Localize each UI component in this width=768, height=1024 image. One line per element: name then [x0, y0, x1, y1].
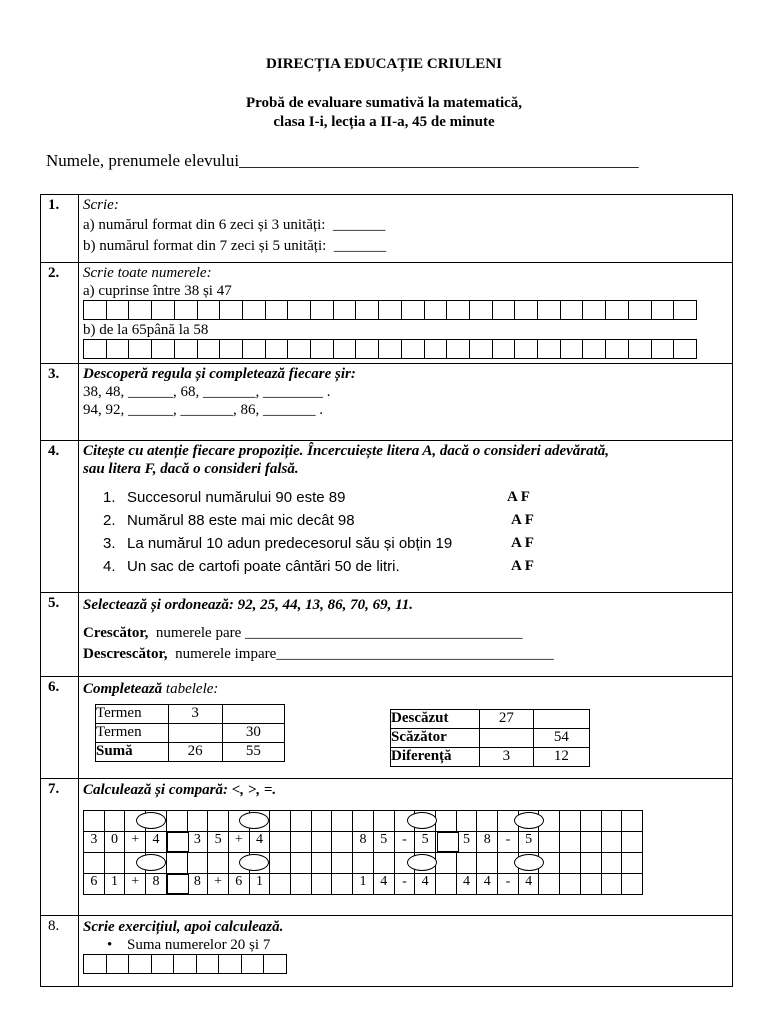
grid-cell[interactable]: [311, 301, 334, 320]
grid-cell[interactable]: [174, 955, 197, 974]
exercise-row-1: [41, 195, 733, 263]
bullet: •: [107, 937, 113, 953]
grid-cell[interactable]: [401, 340, 424, 359]
exercise-body: [79, 263, 733, 364]
statement-item: [83, 555, 732, 578]
grid-cell[interactable]: [106, 340, 129, 359]
grid-row: [84, 301, 697, 320]
grid-cell[interactable]: 3: [84, 832, 105, 853]
table-row: [391, 729, 590, 748]
grid-cell[interactable]: 5: [518, 832, 539, 853]
answer-grid[interactable]: [83, 339, 697, 359]
exercise-body: [79, 916, 733, 987]
exercise-row-5: [41, 593, 733, 677]
grid-cell[interactable]: [84, 301, 107, 320]
grid-cell[interactable]: [265, 340, 288, 359]
grid-cell[interactable]: [447, 340, 470, 359]
table-cell[interactable]: 3: [168, 705, 222, 724]
grid-cell[interactable]: [291, 853, 312, 874]
table-cell[interactable]: 27: [479, 710, 533, 729]
exercise-line: [83, 936, 732, 954]
grid-cell[interactable]: [332, 811, 353, 832]
grid-cell[interactable]: [469, 340, 492, 359]
grid-cell[interactable]: [129, 340, 152, 359]
grid-cell[interactable]: [333, 301, 356, 320]
statement-text: Numărul 88 este mai mic decât 98: [127, 512, 355, 529]
grid-cell[interactable]: [628, 340, 651, 359]
grid-cell[interactable]: 4: [518, 874, 539, 895]
exercise-number: 3.: [41, 364, 79, 441]
grid-cell[interactable]: 8: [146, 874, 167, 895]
grid-cell[interactable]: [353, 853, 374, 874]
grid-cell[interactable]: [674, 340, 697, 359]
statement-item: [83, 509, 732, 532]
table-cell[interactable]: 3: [479, 748, 533, 767]
grid-cell[interactable]: [84, 955, 107, 974]
grid-cell[interactable]: 8: [187, 874, 208, 895]
exercise-table: [40, 194, 733, 987]
grid-cell[interactable]: [622, 853, 643, 874]
grid-cell[interactable]: [456, 853, 477, 874]
grid-cell[interactable]: [187, 853, 208, 874]
grid-cell[interactable]: [435, 811, 456, 832]
grid-row: [84, 853, 643, 874]
true-false-choice[interactable]: A F: [507, 489, 530, 505]
grid-cell[interactable]: [539, 874, 560, 895]
grid-cell[interactable]: [174, 340, 197, 359]
grid-cell[interactable]: [152, 301, 175, 320]
table-cell[interactable]: 55: [222, 743, 284, 762]
desc-label: Descrescător,: [83, 646, 168, 662]
grid-cell[interactable]: 5: [415, 832, 436, 853]
grid-cell[interactable]: [651, 340, 674, 359]
table-cell[interactable]: [222, 705, 284, 724]
grid-cell[interactable]: [332, 832, 353, 853]
table-row: [391, 748, 590, 767]
grid-cell[interactable]: [219, 955, 242, 974]
grid-cell[interactable]: [601, 874, 622, 895]
test-title-line1: Probă de evaluare sumativă la matematică,: [245, 95, 523, 111]
grid-cell[interactable]: -: [394, 832, 415, 853]
grid-cell[interactable]: [288, 340, 311, 359]
grid-cell[interactable]: [560, 811, 581, 832]
grid-cell[interactable]: [208, 853, 229, 874]
grid-cell[interactable]: [196, 955, 219, 974]
grid-cell[interactable]: [601, 853, 622, 874]
grid-cell[interactable]: [456, 811, 477, 832]
row-label: Termen: [96, 724, 169, 743]
grid-cell[interactable]: [104, 811, 125, 832]
grid-cell[interactable]: [129, 301, 152, 320]
exercise-row-6: [41, 677, 733, 779]
exercise-number: 8.: [41, 916, 79, 987]
answer-grid[interactable]: [83, 300, 697, 320]
grid-cell[interactable]: [622, 811, 643, 832]
comparison-oval[interactable]: [136, 854, 166, 871]
grid-cell[interactable]: 1: [249, 874, 270, 895]
table-cell[interactable]: 54: [533, 729, 589, 748]
statement-text: Un sac de cartofi poate cântări 50 de litri.: [127, 558, 400, 575]
statement-number: 4.: [103, 558, 116, 575]
exercise-line: [83, 624, 732, 642]
true-false-choice[interactable]: A F: [511, 558, 534, 574]
grid-cell[interactable]: [270, 874, 291, 895]
exercise-line: [83, 645, 732, 663]
grid-cell[interactable]: 8: [477, 832, 498, 853]
table-cell[interactable]: [168, 724, 222, 743]
grid-cell[interactable]: -: [498, 874, 519, 895]
grid-cell[interactable]: [583, 301, 606, 320]
grid-cell[interactable]: [270, 811, 291, 832]
grid-cell[interactable]: [353, 811, 374, 832]
statement-list: [83, 486, 732, 578]
grid-cell[interactable]: [187, 811, 208, 832]
grid-cell[interactable]: [332, 874, 353, 895]
grid-cell[interactable]: [311, 832, 332, 853]
grid-cell[interactable]: [560, 301, 583, 320]
grid-cell[interactable]: [601, 832, 622, 853]
grid-cell[interactable]: [84, 853, 105, 874]
grid-cell[interactable]: [424, 340, 447, 359]
grid-cell[interactable]: [220, 340, 243, 359]
grid-cell[interactable]: [622, 832, 643, 853]
grid-row: [84, 340, 697, 359]
grid-cell[interactable]: [106, 301, 129, 320]
grid-cell[interactable]: [311, 811, 332, 832]
grid-cell[interactable]: [435, 874, 456, 895]
asc-label: Crescător,: [83, 625, 149, 641]
desc-text: numerele impare_____________________________________: [167, 646, 554, 662]
statement-text: La numărul 10 adun predecesorul său și obțin 19: [127, 535, 453, 552]
exercise-body: [79, 364, 733, 441]
grid-cell[interactable]: 5: [373, 832, 394, 853]
true-false-choice[interactable]: A F: [511, 512, 534, 528]
exercise-title: Calculează și compară: <, >, =.: [83, 782, 277, 798]
grid-cell[interactable]: [401, 301, 424, 320]
grid-cell[interactable]: [469, 301, 492, 320]
exercise-number: 4.: [41, 441, 79, 593]
grid-cell[interactable]: [311, 853, 332, 874]
comparison-oval[interactable]: [239, 854, 269, 871]
grid-cell[interactable]: [379, 340, 402, 359]
grid-cell[interactable]: +: [125, 874, 146, 895]
grid-cell[interactable]: 5: [456, 832, 477, 853]
grid-cell[interactable]: [356, 340, 379, 359]
grid-cell[interactable]: [560, 832, 581, 853]
grid-cell[interactable]: 3: [187, 832, 208, 853]
grid-cell[interactable]: [447, 301, 470, 320]
row-label: Diferență: [391, 748, 480, 767]
exercise-body: [79, 195, 733, 263]
sum-table: [95, 704, 285, 762]
answer-grid[interactable]: [83, 954, 287, 974]
grid-cell[interactable]: +: [125, 832, 146, 853]
exercise-body: [79, 779, 733, 916]
grid-row: [84, 811, 643, 832]
exercise-line: 94, 92, ______, _______, 86, _______ .: [83, 402, 323, 418]
exercise-number: 1.: [41, 195, 79, 263]
grid-cell[interactable]: [538, 340, 561, 359]
statement-number: 3.: [103, 535, 116, 552]
exercise-number: 6.: [41, 677, 79, 779]
grid-cell[interactable]: [477, 811, 498, 832]
student-name-line: Numele, prenumele elevului_______________________________________________: [46, 151, 639, 170]
grid-cell[interactable]: [241, 955, 264, 974]
grid-cell[interactable]: [197, 340, 220, 359]
grid-cell[interactable]: [492, 340, 515, 359]
grid-cell[interactable]: [492, 301, 515, 320]
exercise-body: [79, 441, 733, 593]
bullet-text: Suma numerelor 20 și 7: [127, 937, 271, 953]
grid-row: [84, 955, 287, 974]
true-false-choice[interactable]: A F: [511, 535, 534, 551]
grid-cell[interactable]: [291, 811, 312, 832]
grid-cell[interactable]: +: [228, 832, 249, 853]
exercise-body: [79, 677, 733, 779]
grid-cell[interactable]: 4: [249, 832, 270, 853]
exercise-title: Scrie exercițiul, apoi calculează.: [83, 919, 284, 935]
grid-cell[interactable]: [606, 301, 629, 320]
statement-text: Succesorul numărului 90 este 89: [127, 489, 346, 506]
grid-cell[interactable]: [628, 301, 651, 320]
grid-cell[interactable]: [560, 340, 583, 359]
title-rest: tabelele:: [162, 681, 219, 697]
comparison-box[interactable]: [167, 874, 189, 894]
grid-cell[interactable]: 5: [208, 832, 229, 853]
grid-cell[interactable]: [601, 811, 622, 832]
exercise-title: Scrie toate numerele:: [83, 265, 212, 281]
exercise-line: b) numărul format din 7 zeci și 5 unități: _______: [83, 238, 387, 254]
comparison-box[interactable]: [437, 832, 459, 852]
statement-item: [83, 486, 732, 509]
grid-cell[interactable]: [606, 340, 629, 359]
grid-cell[interactable]: [580, 874, 601, 895]
row-label: Sumă: [96, 743, 169, 762]
grid-cell[interactable]: 4: [456, 874, 477, 895]
exercise-title: Scrie:: [83, 197, 119, 213]
comparison-oval[interactable]: [136, 812, 166, 829]
exercise-row-3: [41, 364, 733, 441]
exercise-number: 7.: [41, 779, 79, 916]
grid-cell[interactable]: [515, 340, 538, 359]
difference-table: [390, 709, 590, 767]
exercise-line: b) de la 65până la 58: [83, 322, 209, 338]
grid-cell[interactable]: [129, 955, 152, 974]
grid-cell[interactable]: 4: [415, 874, 436, 895]
exercise-number: 5.: [41, 593, 79, 677]
grid-cell[interactable]: [356, 301, 379, 320]
grid-cell[interactable]: [539, 832, 560, 853]
grid-cell[interactable]: [580, 832, 601, 853]
grid-cell[interactable]: [242, 301, 265, 320]
exercise-row-7: [41, 779, 733, 916]
statement-item: [83, 532, 732, 555]
grid-cell[interactable]: [622, 874, 643, 895]
grid-cell[interactable]: -: [498, 832, 519, 853]
table-row: [96, 743, 285, 762]
grid-cell[interactable]: [538, 301, 561, 320]
grid-cell[interactable]: 8: [353, 832, 374, 853]
table-cell[interactable]: 12: [533, 748, 589, 767]
statement-number: 2.: [103, 512, 116, 529]
grid-cell[interactable]: 6: [228, 874, 249, 895]
table-cell[interactable]: [479, 729, 533, 748]
comparison-oval[interactable]: [407, 854, 437, 871]
grid-cell[interactable]: +: [208, 874, 229, 895]
grid-cell[interactable]: [333, 340, 356, 359]
grid-cell[interactable]: [291, 832, 312, 853]
grid-cell[interactable]: 4: [477, 874, 498, 895]
grid-cell[interactable]: [152, 340, 175, 359]
grid-cell[interactable]: [580, 811, 601, 832]
grid-cell[interactable]: [106, 955, 129, 974]
grid-cell[interactable]: [435, 853, 456, 874]
exercise-row-2: [41, 263, 733, 364]
grid-cell[interactable]: [379, 301, 402, 320]
grid-cell[interactable]: [291, 874, 312, 895]
exercise-body: [79, 593, 733, 677]
grid-cell[interactable]: [166, 811, 187, 832]
exercise-row-8: [41, 916, 733, 987]
grid-cell[interactable]: [265, 301, 288, 320]
grid-cell[interactable]: [288, 301, 311, 320]
grid-cell[interactable]: [560, 874, 581, 895]
table-row: [96, 705, 285, 724]
exercise-line: 38, 48, ______, 68, _______, ________ .: [83, 384, 331, 400]
statement-number: 1.: [103, 489, 116, 506]
grid-cell[interactable]: [208, 811, 229, 832]
exercise-title: Selectează și ordonează: 92, 25, 44, 13, 86, 70, 69, 11.: [83, 597, 413, 613]
grid-cell[interactable]: 0: [104, 832, 125, 853]
exercise-title: Citește cu atenție fiecare propoziție. Încercuiește litera A, dacă o consideri adevărată,: [83, 443, 610, 459]
row-label: Descăzut: [391, 710, 480, 729]
grid-cell[interactable]: [270, 853, 291, 874]
grid-cell[interactable]: [104, 853, 125, 874]
grid-cell[interactable]: [651, 301, 674, 320]
grid-cell[interactable]: [477, 853, 498, 874]
asc-text: numerele pare _____________________________________: [148, 625, 523, 641]
grid-cell[interactable]: [560, 853, 581, 874]
exercise-title: [83, 680, 732, 698]
grid-cell[interactable]: [84, 811, 105, 832]
grid-cell[interactable]: [332, 853, 353, 874]
grid-cell[interactable]: [515, 301, 538, 320]
grid-cell[interactable]: 1: [104, 874, 125, 895]
grid-cell[interactable]: [311, 874, 332, 895]
grid-cell[interactable]: [84, 340, 107, 359]
grid-cell[interactable]: [220, 301, 243, 320]
org-title: DIRECȚIA EDUCAȚIE CRIULENI: [266, 56, 502, 72]
grid-cell[interactable]: [270, 832, 291, 853]
row-label: Termen: [96, 705, 169, 724]
exercise-title: Descoperă regula și completează fiecare șir:: [83, 366, 356, 382]
grid-cell[interactable]: [264, 955, 287, 974]
grid-cell[interactable]: [674, 301, 697, 320]
table-cell[interactable]: 30: [222, 724, 284, 743]
table-row: [391, 710, 590, 729]
table-cell[interactable]: 26: [168, 743, 222, 762]
comparison-box[interactable]: [167, 832, 189, 852]
grid-cell[interactable]: [311, 340, 334, 359]
grid-cell[interactable]: [424, 301, 447, 320]
exercise-number: 2.: [41, 263, 79, 364]
grid-cell[interactable]: [242, 340, 265, 359]
table-cell[interactable]: [533, 710, 589, 729]
grid-cell[interactable]: [174, 301, 197, 320]
grid-cell[interactable]: [151, 955, 174, 974]
exercise-title: sau litera F, dacă o consideri falsă.: [83, 461, 299, 477]
comparison-oval[interactable]: [407, 812, 437, 829]
grid-cell[interactable]: 1: [353, 874, 374, 895]
grid-cell[interactable]: [580, 853, 601, 874]
grid-cell[interactable]: 4: [373, 874, 394, 895]
comparison-oval[interactable]: [239, 812, 269, 829]
grid-cell[interactable]: [373, 853, 394, 874]
grid-cell[interactable]: [166, 853, 187, 874]
grid-cell[interactable]: [197, 301, 220, 320]
exercise-line: a) cuprinse între 38 și 47: [83, 283, 232, 299]
grid-cell[interactable]: [583, 340, 606, 359]
title-bold: Completează: [83, 681, 163, 697]
grid-cell[interactable]: [373, 811, 394, 832]
exercise-row-4: [41, 441, 733, 593]
grid-cell[interactable]: -: [394, 874, 415, 895]
grid-cell[interactable]: 6: [84, 874, 105, 895]
exercise-line: a) numărul format din 6 zeci și 3 unități: _______: [83, 217, 386, 233]
test-title-line2: clasa I-i, lecția a II-a, 45 de minute: [273, 114, 495, 130]
table-row: [96, 724, 285, 743]
row-label: Scăzător: [391, 729, 480, 748]
grid-cell[interactable]: 4: [146, 832, 167, 853]
